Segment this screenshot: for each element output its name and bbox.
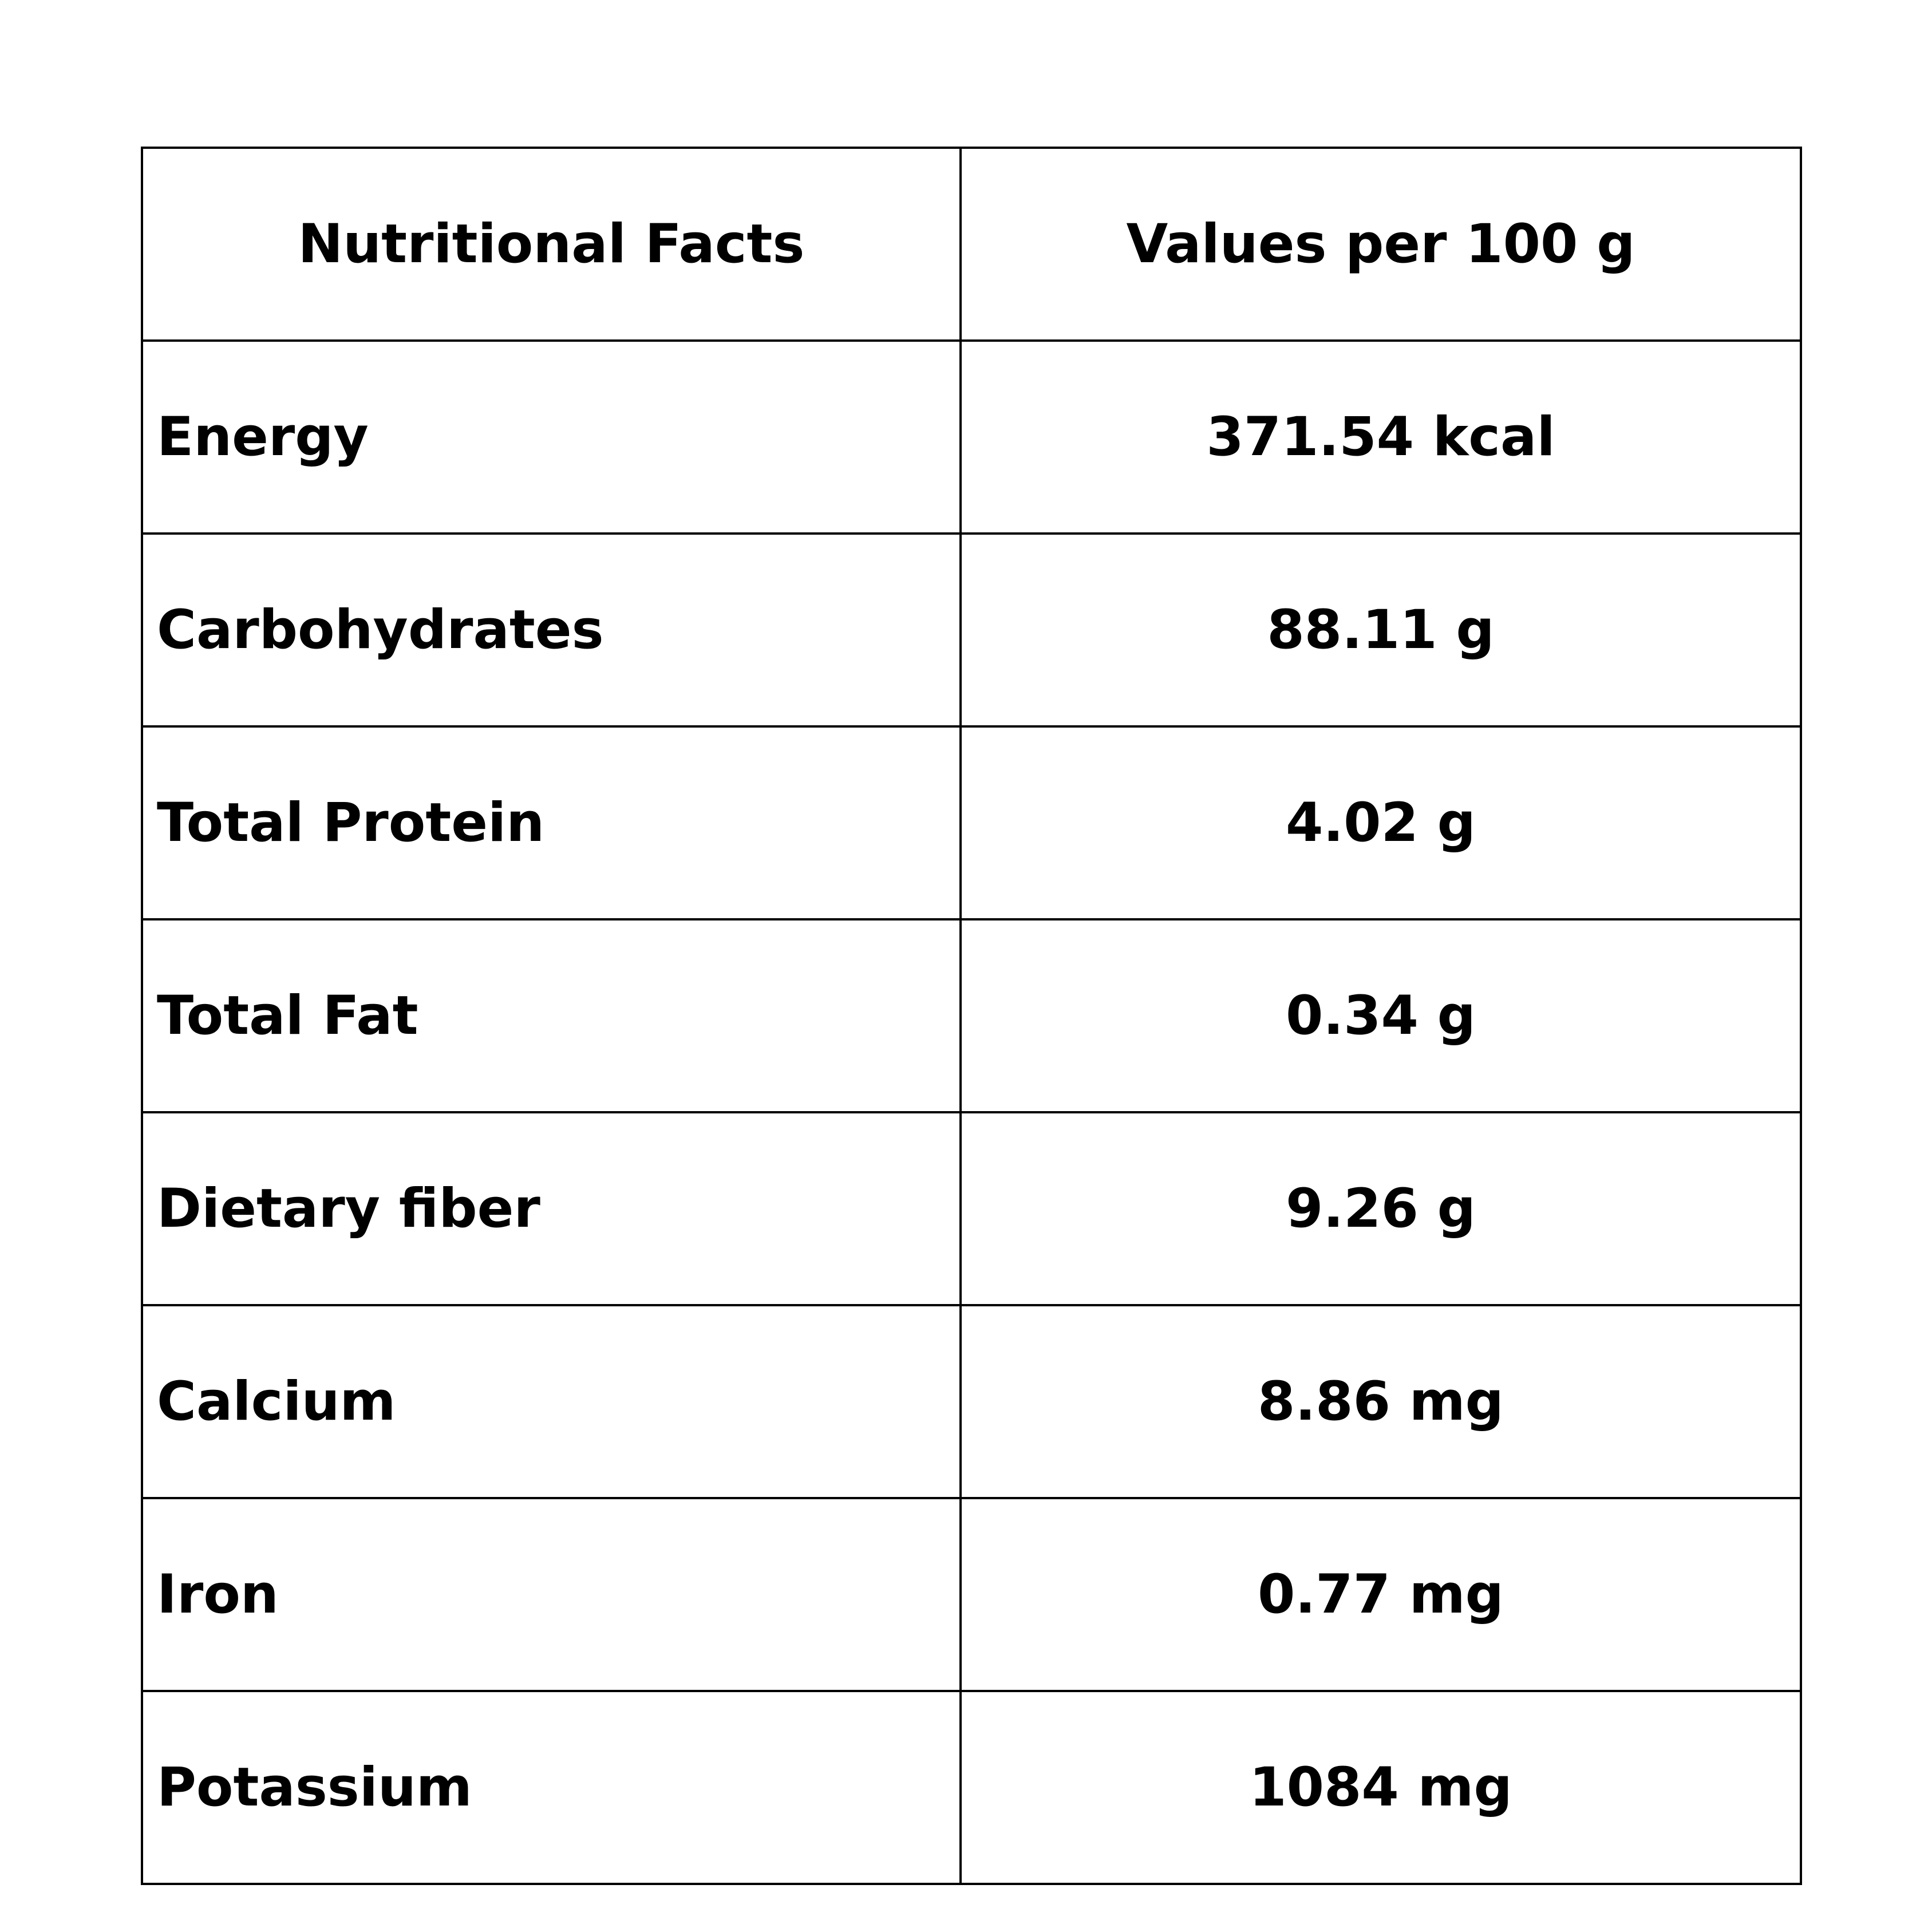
nutrient-value-cell: 0.34 g [961,919,1801,1112]
nutrient-name-cell: Total Fat [142,919,961,1112]
nutrient-value-cell: 0.77 mg [961,1498,1801,1691]
nutrient-name-cell: Iron [142,1498,961,1691]
nutrient-name-cell: Carbohydrates [142,534,961,726]
nutrition-facts-table [141,147,1802,1885]
nutrient-value-cell: 8.86 mg [961,1305,1801,1498]
nutrient-name-cell: Total Protein [142,726,961,919]
table-row [142,1112,1801,1305]
column-header-nutritional-facts: Nutritional Facts [142,148,961,341]
column-header-values-per-100g: Values per 100 g [961,148,1801,341]
table-row [142,534,1801,726]
nutrient-name-cell: Dietary fiber [142,1112,961,1305]
table-row [142,1305,1801,1498]
table-row [142,341,1801,534]
nutrient-value-cell: 4.02 g [961,726,1801,919]
nutrient-name-cell: Energy [142,341,961,534]
nutrient-value-cell: 371.54 kcal [961,341,1801,534]
nutrient-value-cell: 1084 mg [961,1691,1801,1884]
table-row [142,726,1801,919]
table-row [142,919,1801,1112]
nutrient-value-cell: 9.26 g [961,1112,1801,1305]
nutrient-name-cell: Potassium [142,1691,961,1884]
table-header-row [142,148,1801,341]
table-row [142,1498,1801,1691]
nutrient-name-cell: Calcium [142,1305,961,1498]
table-row [142,1691,1801,1884]
nutrient-value-cell: 88.11 g [961,534,1801,726]
